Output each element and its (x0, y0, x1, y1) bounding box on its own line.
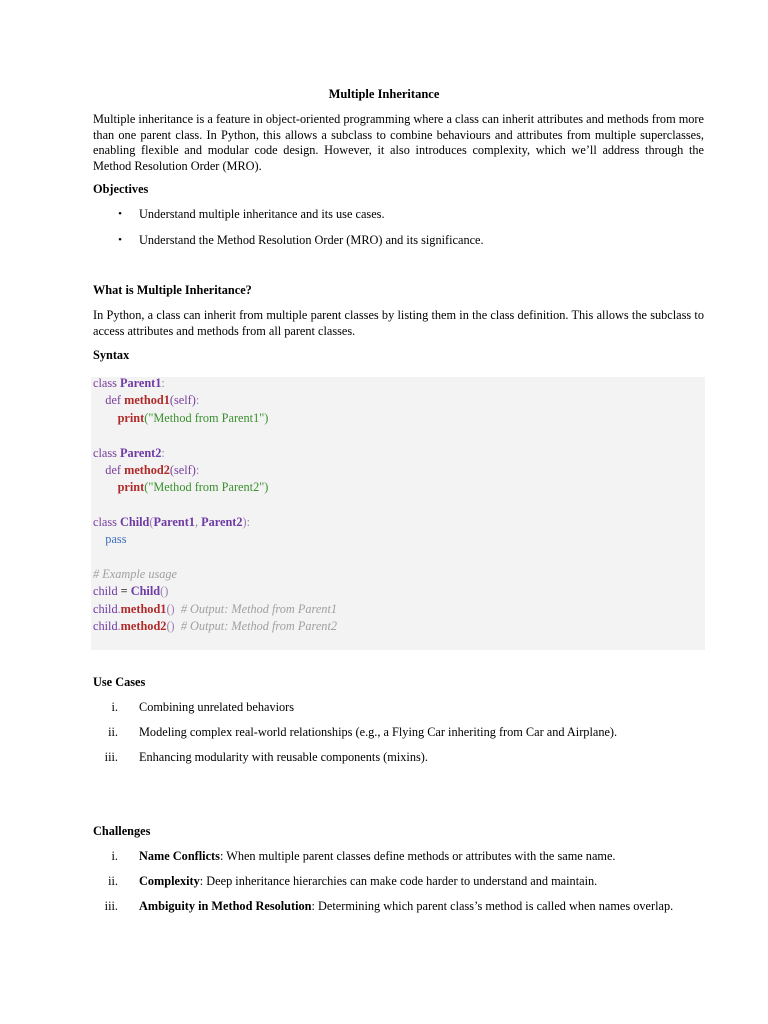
challenges-heading: Challenges (93, 824, 151, 838)
code-line (93, 515, 250, 531)
code-class-name: Parent1 (153, 515, 195, 529)
code-line (93, 619, 337, 635)
code-punctuation: () (166, 619, 175, 633)
challenge-description: : When multiple parent classes define methods or attributes with the same name. (219, 849, 616, 863)
code-punctuation: ( (149, 515, 154, 529)
list-number: iii. (104, 750, 118, 764)
objectives-heading: Objectives (93, 182, 149, 196)
code-keyword: def (105, 393, 121, 407)
code-keyword: def (105, 463, 121, 477)
code-comment: # Output: Method from Parent2 (180, 619, 338, 633)
code-class-name: Parent2 (201, 515, 243, 529)
list-number: iii. (104, 899, 118, 913)
code-line (93, 480, 268, 496)
list-number: i. (111, 700, 118, 714)
code-punctuation: ): (242, 515, 251, 529)
code-keyword: pass (105, 532, 127, 546)
syntax-heading: Syntax (93, 348, 130, 362)
code-punctuation: : (161, 376, 165, 390)
challenge-term: Complexity (139, 874, 200, 888)
code-line (93, 584, 168, 600)
code-line (93, 393, 199, 409)
code-variable: child (93, 619, 118, 633)
code-class-name: Parent1 (119, 376, 162, 390)
challenge-item (139, 899, 719, 915)
code-function-name: method1 (124, 393, 170, 407)
code-line (93, 532, 126, 548)
challenge-term: Ambiguity in Method Resolution (139, 899, 312, 913)
code-keyword: class (93, 376, 117, 390)
code-line (93, 463, 199, 479)
code-function-name: method1 (120, 602, 167, 616)
code-line (93, 567, 177, 583)
code-punctuation: : (195, 463, 200, 477)
code-operator: = (117, 584, 131, 598)
code-punctuation: : (161, 446, 165, 460)
code-comment: # Output: Method from Parent1 (180, 602, 338, 616)
code-variable: child (93, 584, 118, 598)
code-comment: # Example usage (93, 567, 178, 581)
use-case-item: Modeling complex real-world relationships (e.g., a Flying Car inheriting from Car and Airplane). (139, 725, 618, 739)
objective-item: Understand the Method Resolution Order (MRO) and its significance. (139, 233, 484, 247)
code-punctuation: , (194, 515, 202, 529)
what-is-heading: What is Multiple Inheritance? (93, 283, 252, 297)
code-keyword: class (93, 446, 117, 460)
code-punctuation: () (160, 584, 169, 598)
code-string: ("Method from Parent1") (144, 411, 269, 425)
objective-item: Understand multiple inheritance and its use cases. (139, 207, 385, 221)
code-line (93, 446, 165, 462)
code-params: (self) (169, 393, 196, 407)
challenge-item (139, 874, 719, 890)
code-keyword: class (93, 515, 117, 529)
challenge-item (139, 849, 719, 865)
code-class-name: Child (130, 584, 161, 598)
challenge-term: Name Conflicts (139, 849, 220, 863)
list-number: ii. (108, 874, 118, 888)
code-line (93, 411, 268, 427)
code-punctuation: () (166, 602, 175, 616)
document-title: Multiple Inheritance (328, 87, 440, 101)
challenge-description: : Determining which parent class’s method is called when names overlap. (311, 899, 674, 913)
code-punctuation: . (117, 602, 121, 616)
code-punctuation: . (117, 619, 121, 633)
code-function-name: method2 (120, 619, 167, 633)
code-string: ("Method from Parent2") (144, 480, 269, 494)
code-line (93, 376, 165, 392)
what-is-paragraph: In Python, a class can inherit from multiple parent classes by listing them in the class definition. This allows the subclass to access attributes and methods from all parent classes. (93, 308, 704, 338)
use-cases-heading: Use Cases (93, 675, 146, 689)
list-number: ii. (108, 725, 118, 739)
code-class-name: Child (119, 515, 150, 529)
code-line (93, 602, 337, 618)
code-class-name: Parent2 (119, 446, 162, 460)
list-number: i. (111, 849, 118, 863)
intro-paragraph: Multiple inheritance is a feature in object-oriented programming where a class can inherit attributes and methods from more than one parent class. In Python, this allows a subclass to combine behaviours and attributes from multiple superclasses, enabling flexible and modular code design. However, it also introduces complexity, which we’ll address through the Method Resolution Order (MRO). (93, 112, 704, 173)
code-punctuation: : (195, 393, 200, 407)
code-builtin: print (117, 480, 145, 494)
challenge-description: : Deep inheritance hierarchies can make code harder to understand and maintain. (199, 874, 598, 888)
code-builtin: print (117, 411, 145, 425)
bullet-icon: • (118, 208, 122, 220)
use-case-item: Enhancing modularity with reusable components (mixins). (139, 750, 428, 764)
code-function-name: method2 (124, 463, 170, 477)
use-case-item: Combining unrelated behaviors (139, 700, 295, 714)
code-params: (self) (169, 463, 196, 477)
code-variable: child (93, 602, 118, 616)
bullet-icon: • (118, 234, 122, 246)
